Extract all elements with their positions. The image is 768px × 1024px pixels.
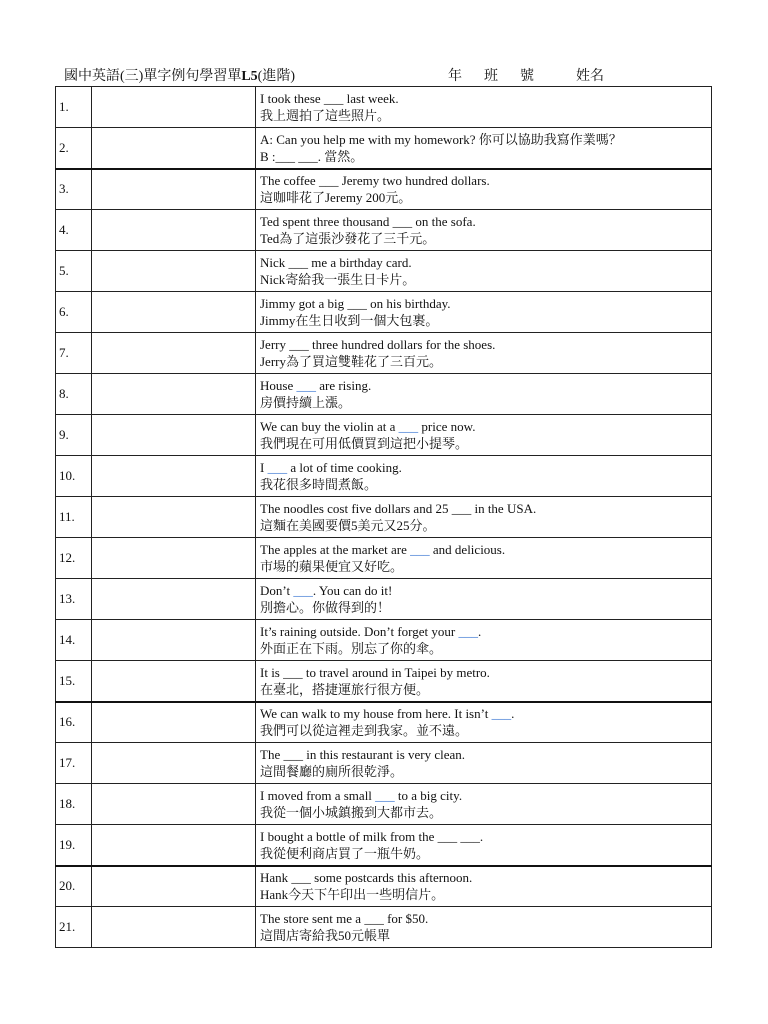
worksheet-title: 國中英語(三)單字例句學習單L5(進階) bbox=[64, 69, 295, 84]
vocabulary-rows bbox=[56, 87, 712, 948]
table-row bbox=[56, 661, 712, 702]
name-field-label: 姓名 bbox=[576, 69, 604, 84]
answer-cell[interactable] bbox=[92, 415, 256, 456]
row-number: 8. bbox=[56, 374, 92, 415]
answer-cell[interactable] bbox=[92, 579, 256, 620]
sentence-cell bbox=[256, 169, 712, 210]
english-sentence: The noodles cost five dollars and 25 ___ in the USA. bbox=[260, 501, 537, 516]
chinese-translation: 外面正在下雨。別忘了你的傘。 bbox=[260, 641, 443, 656]
english-sentence: The store sent me a ___ for $50. bbox=[260, 911, 429, 926]
sentence-cell bbox=[256, 620, 712, 661]
table-row bbox=[56, 210, 712, 251]
vocabulary-table bbox=[55, 86, 712, 948]
answer-blank: ___ bbox=[410, 542, 430, 557]
table-row bbox=[56, 251, 712, 292]
answer-blank: ___ bbox=[293, 583, 313, 598]
row-number: 15. bbox=[56, 661, 92, 702]
sentence-cell bbox=[256, 702, 712, 743]
english-sentence: I ___ a lot of time cooking. bbox=[260, 460, 402, 475]
english-sentence: I bought a bottle of milk from the ___ ___. bbox=[260, 828, 484, 844]
answer-cell[interactable] bbox=[92, 374, 256, 415]
sentence-cell bbox=[256, 825, 712, 866]
english-sentence: The coffee ___ Jeremy two hundred dollars. bbox=[260, 173, 490, 189]
table-row bbox=[56, 497, 712, 538]
row-number: 14. bbox=[56, 620, 92, 661]
table-row bbox=[56, 374, 712, 415]
answer-blank: ___ bbox=[398, 419, 419, 434]
sentence-cell bbox=[256, 251, 712, 292]
english-sentence: House ___ are rising. bbox=[260, 378, 372, 393]
answer-cell[interactable] bbox=[92, 866, 256, 907]
sentence-cell bbox=[256, 538, 712, 579]
row-number: 13. bbox=[56, 579, 92, 620]
english-sentence: A: Can you help me with my homework? 你可以協助我寫作業嗎？ bbox=[260, 131, 622, 147]
table-row bbox=[56, 128, 712, 169]
english-sentence: The apples at the market are ___ and delicious. bbox=[260, 542, 506, 557]
chinese-translation: Nick寄給我一張生日卡片。 bbox=[260, 272, 416, 287]
row-number: 17. bbox=[56, 743, 92, 784]
chinese-translation: Ted為了這張沙發花了三千元。 bbox=[260, 231, 436, 246]
chinese-translation: 我們可以從這裡走到我家。並不遠。 bbox=[260, 723, 469, 739]
answer-cell[interactable] bbox=[92, 538, 256, 579]
answer-cell[interactable] bbox=[92, 784, 256, 825]
answer-cell[interactable] bbox=[92, 743, 256, 784]
chinese-translation: B :___ ___. 當然。 bbox=[260, 148, 364, 164]
english-sentence: I took these ___ last week. bbox=[260, 91, 399, 106]
answer-cell[interactable] bbox=[92, 825, 256, 866]
chinese-translation: 這間店寄給我50元帳單 bbox=[260, 928, 391, 943]
row-number: 5. bbox=[56, 251, 92, 292]
row-number: 12. bbox=[56, 538, 92, 579]
sentence-cell bbox=[256, 87, 712, 128]
answer-cell[interactable] bbox=[92, 497, 256, 538]
answer-cell[interactable] bbox=[92, 907, 256, 948]
chinese-translation: 我從便利商店買了一瓶牛奶。 bbox=[260, 845, 430, 861]
chinese-translation: 我上週拍了這些照片。 bbox=[260, 108, 391, 123]
row-number: 7. bbox=[56, 333, 92, 374]
answer-blank: ___ bbox=[491, 706, 512, 722]
answer-cell[interactable] bbox=[92, 210, 256, 251]
row-number: 11. bbox=[56, 497, 92, 538]
sentence-cell bbox=[256, 497, 712, 538]
english-sentence: It is ___ to travel around in Taipei by metro. bbox=[260, 664, 490, 680]
answer-cell[interactable] bbox=[92, 128, 256, 169]
row-number: 10. bbox=[56, 456, 92, 497]
row-number: 9. bbox=[56, 415, 92, 456]
answer-blank: ___ bbox=[296, 378, 316, 393]
sentence-cell bbox=[256, 743, 712, 784]
sentence-cell bbox=[256, 210, 712, 251]
table-row bbox=[56, 866, 712, 907]
answer-blank: ___ bbox=[458, 624, 478, 639]
row-number: 19. bbox=[56, 825, 92, 866]
chinese-translation: 在臺北，搭捷運旅行很方便。 bbox=[260, 681, 430, 697]
english-sentence: Ted spent three thousand ___ on the sofa. bbox=[260, 214, 476, 229]
answer-blank: ___ bbox=[375, 788, 395, 803]
chinese-translation: 我花很多時間煮飯。 bbox=[260, 477, 378, 492]
table-row bbox=[56, 169, 712, 210]
row-number: 2. bbox=[56, 128, 92, 169]
chinese-translation: Jimmy在生日收到一個大包裹。 bbox=[260, 313, 439, 328]
english-sentence: It’s raining outside. Don’t forget your ___. bbox=[260, 624, 482, 639]
chinese-translation: 我們現在可用低價買到這把小提琴。 bbox=[260, 436, 469, 451]
sentence-cell bbox=[256, 128, 712, 169]
sentence-cell bbox=[256, 415, 712, 456]
sentence-cell bbox=[256, 661, 712, 702]
answer-cell[interactable] bbox=[92, 333, 256, 374]
number-field-label: 號 bbox=[520, 69, 534, 84]
english-sentence: Jerry ___ three hundred dollars for the shoes. bbox=[260, 337, 496, 352]
row-number: 21. bbox=[56, 907, 92, 948]
table-row bbox=[56, 907, 712, 948]
answer-cell[interactable] bbox=[92, 456, 256, 497]
english-sentence: We can buy the violin at a ___ price now. bbox=[260, 419, 476, 434]
table-row bbox=[56, 538, 712, 579]
chinese-translation: 這間餐廳的廁所很乾淨。 bbox=[260, 764, 404, 779]
chinese-translation: Jerry為了買這雙鞋花了三百元。 bbox=[260, 354, 442, 369]
table-row bbox=[56, 579, 712, 620]
english-sentence: The ___ in this restaurant is very clean. bbox=[260, 747, 466, 762]
sentence-cell bbox=[256, 333, 712, 374]
answer-cell[interactable] bbox=[92, 169, 256, 210]
answer-cell[interactable] bbox=[92, 620, 256, 661]
class-field-label: 班 bbox=[484, 69, 498, 84]
answer-cell[interactable] bbox=[92, 702, 256, 743]
year-field-label: 年 bbox=[448, 69, 462, 84]
row-number: 4. bbox=[56, 210, 92, 251]
table-row bbox=[56, 620, 712, 661]
row-number: 6. bbox=[56, 292, 92, 333]
english-sentence: We can walk to my house from here. It isn’t ___. bbox=[260, 706, 515, 722]
chinese-translation: 房價持續上漲。 bbox=[260, 395, 352, 410]
english-sentence: Jimmy got a big ___ on his birthday. bbox=[260, 296, 451, 311]
sentence-cell bbox=[256, 907, 712, 948]
sentence-cell bbox=[256, 579, 712, 620]
row-number: 16. bbox=[56, 702, 92, 743]
sentence-cell bbox=[256, 292, 712, 333]
sentence-cell bbox=[256, 866, 712, 907]
table-row bbox=[56, 87, 712, 128]
sentence-cell bbox=[256, 784, 712, 825]
chinese-translation: 市場的蘋果便宜又好吃。 bbox=[260, 559, 404, 574]
table-row bbox=[56, 825, 712, 866]
table-row bbox=[56, 292, 712, 333]
row-number: 3. bbox=[56, 169, 92, 210]
chinese-translation: 這咖啡花了Jeremy 200元。 bbox=[260, 190, 412, 206]
answer-blank: ___ bbox=[267, 460, 288, 475]
english-sentence: Hank ___ some postcards this afternoon. bbox=[260, 870, 473, 886]
answer-cell[interactable] bbox=[92, 251, 256, 292]
english-sentence: Nick ___ me a birthday card. bbox=[260, 255, 412, 270]
chinese-translation: Hank今天下午印出一些明信片。 bbox=[260, 887, 445, 903]
chinese-translation: 別擔心。你做得到的！ bbox=[260, 600, 391, 615]
table-row bbox=[56, 415, 712, 456]
row-number: 18. bbox=[56, 784, 92, 825]
chinese-translation: 這麵在美國要價5美元又25分。 bbox=[260, 518, 436, 533]
answer-cell[interactable] bbox=[92, 292, 256, 333]
table-row bbox=[56, 702, 712, 743]
answer-cell[interactable] bbox=[92, 87, 256, 128]
table-row bbox=[56, 456, 712, 497]
answer-cell[interactable] bbox=[92, 661, 256, 702]
table-row bbox=[56, 784, 712, 825]
sentence-cell bbox=[256, 456, 712, 497]
table-row bbox=[56, 333, 712, 374]
row-number: 20. bbox=[56, 866, 92, 907]
row-number: 1. bbox=[56, 87, 92, 128]
english-sentence: I moved from a small ___ to a big city. bbox=[260, 788, 463, 803]
english-sentence: Don’t ___. You can do it! bbox=[260, 583, 393, 598]
sentence-cell bbox=[256, 374, 712, 415]
worksheet-header bbox=[64, 68, 724, 86]
chinese-translation: 我從一個小城鎮搬到大都市去。 bbox=[260, 805, 443, 820]
table-row bbox=[56, 743, 712, 784]
